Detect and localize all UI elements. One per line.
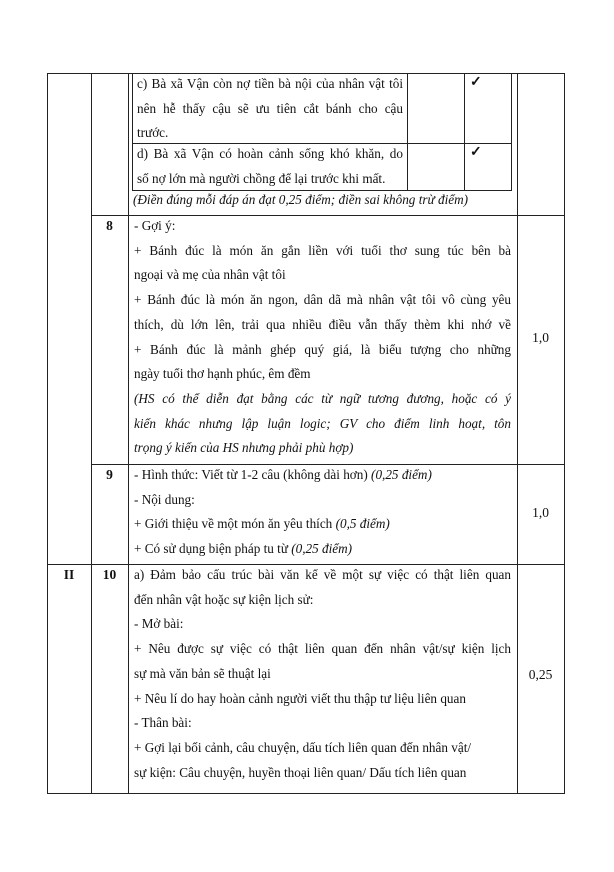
q8-note: trọng ý kiến của HS nhưng phải phù hợp) [134, 440, 354, 456]
q9-line [134, 537, 511, 562]
question-8-score: 1,0 [532, 330, 549, 345]
question-number-9: 9 [106, 467, 113, 482]
q8-line: + Bánh đúc là món ăn gắn liền với tuổi thơ sung túc bên bà [134, 242, 511, 258]
q9-line-text: + Giới thiệu về một món ăn yêu thích [134, 516, 336, 532]
table-left-border [47, 73, 48, 794]
option-d-line-2: số nợ lớn mà người chồng để lại trước khi mất. [137, 170, 386, 186]
q10-line: sự kiện: Câu chuyện, huyền thoại liên quan/ Dấu tích liên quan [134, 764, 467, 780]
q10-line: sự mà văn bản sẽ thuật lại [134, 665, 271, 681]
option-c-line-3: trước. [137, 125, 169, 141]
q8-note: kiến khác nhưng lập luận logic; GV cho điểm linh hoạt, tôn [134, 415, 511, 431]
q8-line: thích, dù lớn lên, trải qua nhiều điều vẫn thấy thèm khi nhớ về [134, 316, 511, 332]
q8-line: + Bánh đúc là món ăn ngon, dân dã mà nhân vật tôi vô cùng yêu [134, 292, 511, 308]
inner-col-divider-1 [407, 73, 408, 191]
inner-table-left [132, 73, 133, 191]
col-divider-score [517, 73, 518, 794]
q10-line: - Thân bài: [134, 715, 192, 731]
section-label-II: II [63, 567, 75, 582]
option-c-line-1: c) Bà xã Vận còn nợ tiền bà nội của nhân vật tôi [137, 76, 403, 91]
inner-col-divider-2 [464, 73, 465, 191]
q10-line: + Gợi lại bối cảnh, câu chuyện, dấu tích liên quan đến nhân vật/ [134, 739, 472, 755]
option-d-check-mark: ✓ [470, 145, 482, 160]
inner-table-right [511, 73, 512, 191]
question-9-content [134, 463, 511, 562]
q9-line-text: - Hình thức: Viết từ 1-2 câu (không dài hơn) [134, 467, 372, 482]
q9-line [134, 512, 511, 537]
q10-line: - Mở bài: [134, 616, 184, 632]
question-number-10: 10 [102, 567, 117, 582]
q10-line: + Nêu được sự việc có thật liên quan đến nhân vật/sự kiện lịch [134, 641, 511, 657]
q8-line: ngoại và mẹ của nhân vật tôi [134, 267, 286, 283]
option-c-line-2: nên hễ thấy cậu sẽ ưu tiên cắt bánh cho cậu [137, 100, 403, 116]
option-d [137, 142, 403, 191]
col-divider-question [128, 73, 129, 794]
q9-points: (0,5 điểm) [335, 516, 390, 532]
option-c [137, 72, 403, 146]
q10-line: đến nhân vật hoặc sự kiện lịch sử: [134, 591, 314, 607]
q8-line: + Bánh đúc là mảnh ghép quý giá, là biểu tượng cho những [134, 341, 511, 357]
q10-line: + Nêu lí do hay hoàn cảnh người viết thu thập tư liệu liên quan [134, 690, 466, 706]
q9-points: (0,25 điểm) [371, 467, 432, 482]
question-9-score: 1,0 [532, 505, 549, 520]
question-8-content [134, 214, 511, 461]
table-bottom-border [47, 793, 565, 794]
q9-points: (0,25 điểm) [291, 541, 353, 557]
option-d-line-1: d) Bà xã Vận có hoàn cảnh sống khó khăn, do [137, 146, 403, 161]
table-right-border [564, 73, 565, 794]
q8-note: (HS có thể diễn đạt bằng các từ ngữ tương đương, hoặc có ý [134, 390, 511, 406]
q9-line [134, 488, 511, 513]
question-10-score: 0,25 [528, 667, 553, 682]
scoring-note: (Điền đúng mỗi đáp án đạt 0,25 điểm; điền sai không trừ điểm) [133, 192, 469, 207]
q8-line: - Gợi ý: [134, 218, 176, 233]
col-divider-section [91, 73, 92, 794]
question-10-content [134, 563, 511, 785]
q9-line [134, 463, 511, 488]
option-c-check-mark: ✓ [470, 75, 482, 90]
question-number-8: 8 [106, 218, 113, 233]
q9-line-text: - Nội dung: [134, 491, 195, 507]
q8-line: ngày tuổi thơ hạnh phúc, êm đềm [134, 366, 311, 382]
q9-line-text: + Có sử dụng biện pháp tu từ [134, 541, 292, 557]
q10-line: a) Đảm bảo cấu trúc bài văn kể về một sự việc có thật liên quan [134, 567, 511, 582]
